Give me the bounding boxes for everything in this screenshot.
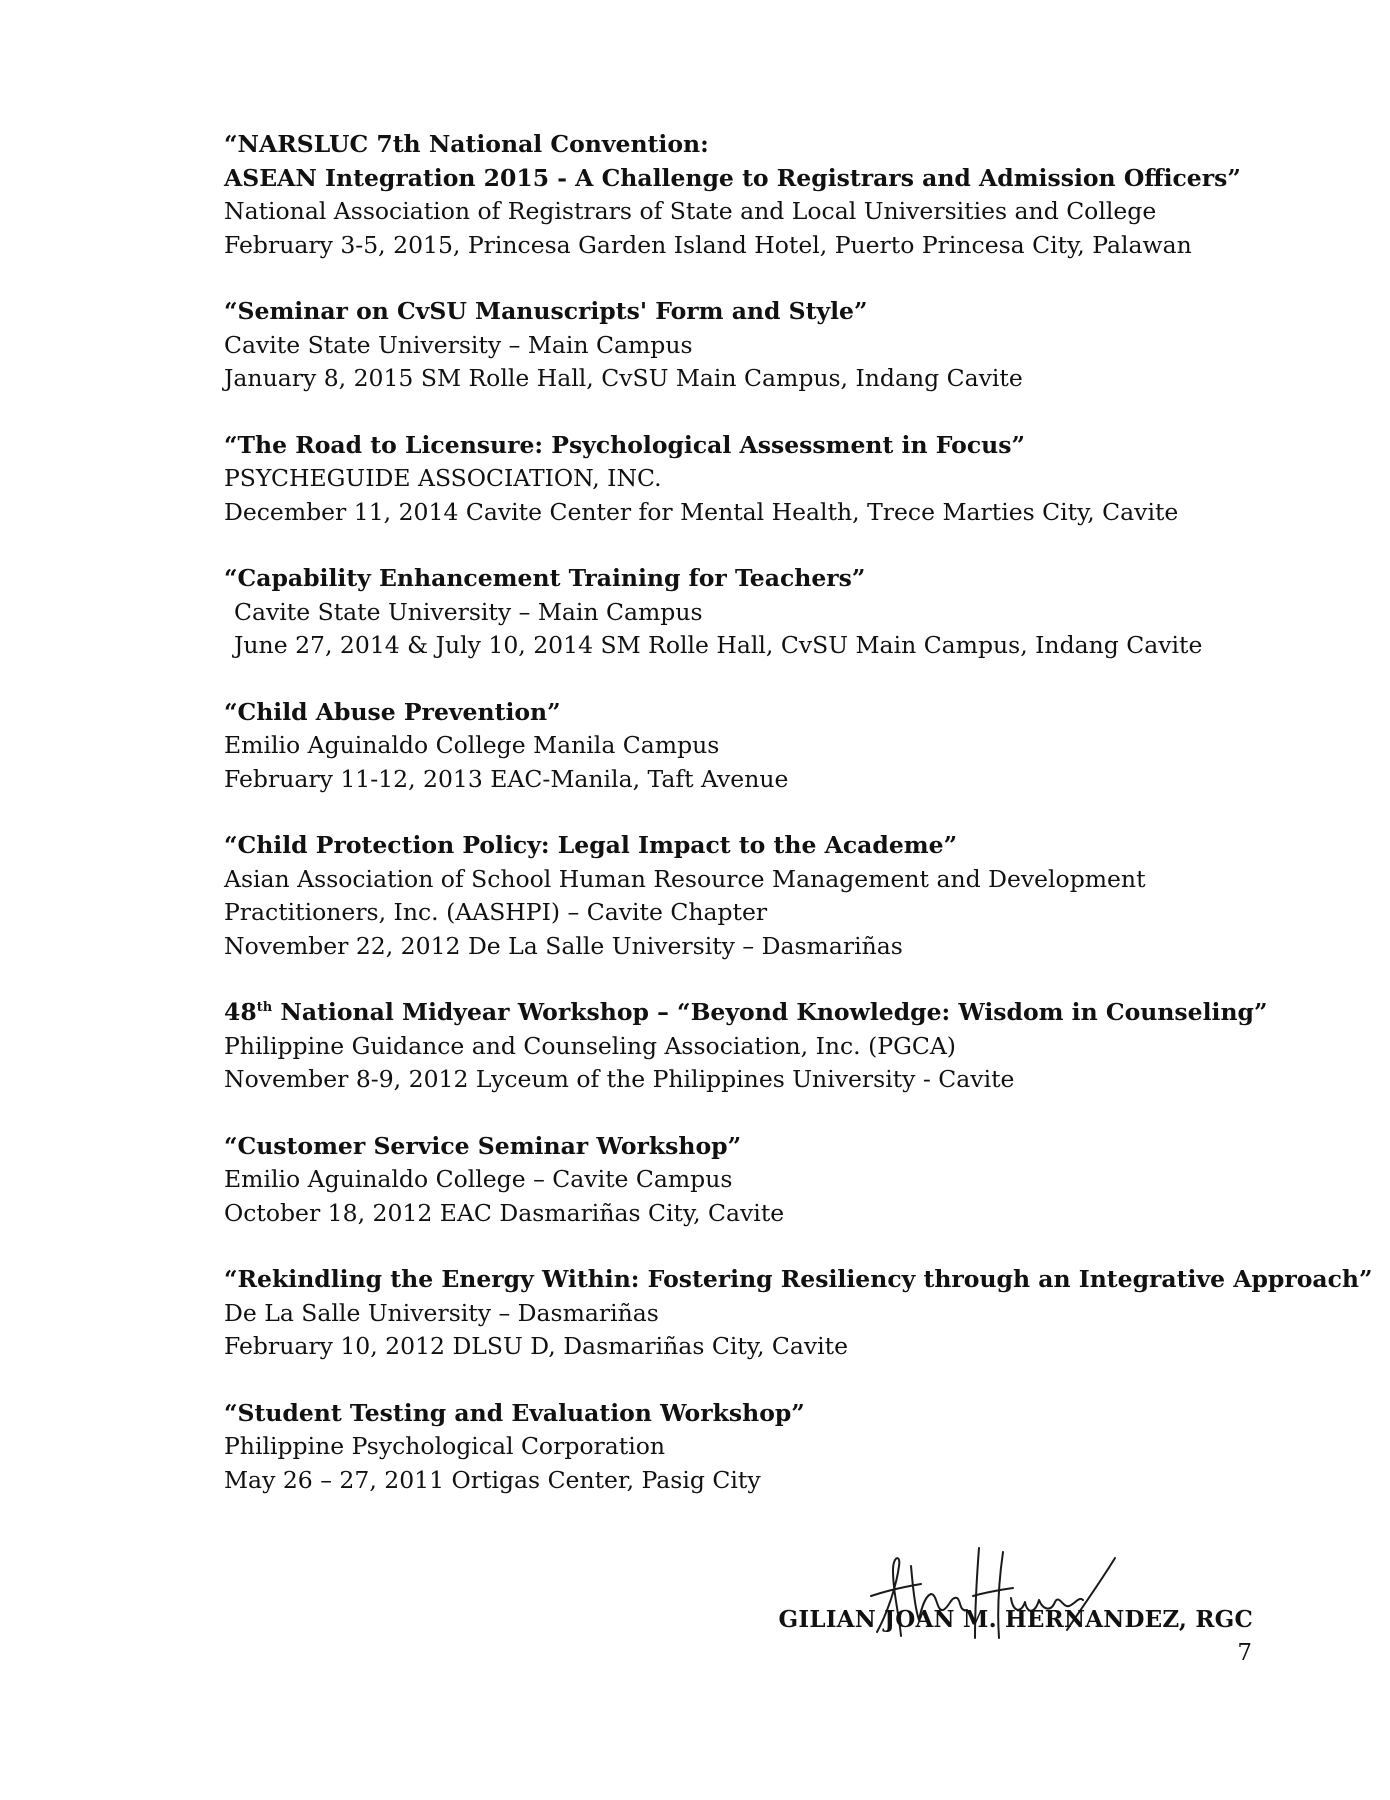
entry-date-venue: February 10, 2012 DLSU D, Dasmariñas City, Cavite <box>224 1332 849 1360</box>
seminar-entry <box>224 1263 1373 1364</box>
entry-title: “Customer Service Seminar Workshop” <box>224 1131 742 1160</box>
entry-organizer: De La Salle University – Dasmariñas <box>224 1298 659 1327</box>
entry-date-venue: November 22, 2012 De La Salle University – Dasmariñas <box>224 931 903 960</box>
entry-title: “Capability Enhancement Training for Teachers” <box>224 564 866 592</box>
entry-title-ordinal: 48 <box>224 998 257 1026</box>
entry-title: “The Road to Licensure: Psychological Assessment in Focus” <box>224 430 1025 459</box>
entry-title: “Seminar on CvSU Manuscripts' Form and Style” <box>224 297 868 325</box>
entry-title: “Rekindling the Energy Within: Fostering Resiliency through an Integrative Approach” <box>224 1265 1373 1293</box>
entry-title-text: National Midyear Workshop – “Beyond Knowledge: Wisdom in Counseling” <box>272 998 1268 1026</box>
entry-organizer: Emilio Aguinaldo College – Cavite Campus <box>224 1165 733 1193</box>
page-number: 7 <box>1237 1640 1252 1666</box>
entry-title-ordinal-suffix: th <box>256 1000 273 1016</box>
entry-date-venue: December 11, 2014 Cavite Center for Mental Health, Trece Marties City, Cavite <box>224 497 1179 526</box>
entry-organizer: Philippine Guidance and Counseling Association, Inc. (PGCA) <box>224 1031 956 1060</box>
seminar-entry <box>224 1397 1284 1498</box>
entry-date-venue: November 8-9, 2012 Lyceum of the Philippines University - Cavite <box>224 1065 1015 1093</box>
entry-organizer: Philippine Psychological Corporation <box>224 1432 665 1460</box>
signature-block <box>778 1540 1253 1660</box>
entry-organizer: Asian Association of School Human Resource Management and Development <box>224 864 1146 893</box>
entry-title: “NARSLUC 7th National Convention: <box>224 130 709 158</box>
entry-date-venue: February 11-12, 2013 EAC-Manila, Taft Avenue <box>224 764 789 793</box>
seminar-list <box>224 128 1373 1530</box>
entry-title: “Child Protection Policy: Legal Impact to the Academe” <box>224 831 958 859</box>
seminar-entry <box>224 295 1284 396</box>
entry-date-venue: January 8, 2015 SM Rolle Hall, CvSU Main Campus, Indang Cavite <box>224 364 1023 392</box>
seminar-entry <box>224 128 1284 262</box>
seminar-entry <box>224 1130 1284 1231</box>
entry-organizer: Cavite State University – Main Campus <box>234 597 703 626</box>
entry-organizer: Cavite State University – Main Campus <box>224 330 693 359</box>
entry-date-venue: May 26 – 27, 2011 Ortigas Center, Pasig City <box>224 1465 761 1494</box>
entry-date-venue: June 27, 2014 & July 10, 2014 SM Rolle Hall, CvSU Main Campus, Indang Cavite <box>234 631 1203 659</box>
entry-organizer: PSYCHEGUIDE ASSOCIATION, INC. <box>224 464 662 492</box>
entry-title: ASEAN Integration 2015 - A Challenge to Registrars and Admission Officers” <box>224 163 1241 192</box>
seminar-entry <box>224 829 1284 963</box>
entry-organizer: Emilio Aguinaldo College Manila Campus <box>224 731 720 759</box>
entry-organizer-continued: Practitioners, Inc. (AASHPI) – Cavite Chapter <box>224 898 768 926</box>
signatory-name: GILIAN JOAN M. HERNANDEZ, RGC <box>778 1606 1253 1633</box>
entry-title <box>224 996 1284 1030</box>
seminar-entry <box>224 562 1284 663</box>
entry-date-venue: February 3-5, 2015, Princesa Garden Island Hotel, Puerto Princesa City, Palawan <box>224 230 1192 259</box>
entry-title: “Student Testing and Evaluation Workshop” <box>224 1398 805 1427</box>
seminar-entry <box>224 996 1284 1097</box>
seminar-entry <box>224 429 1284 530</box>
entry-title: “Child Abuse Prevention” <box>224 697 561 726</box>
seminar-entry <box>224 696 1284 797</box>
entry-date-venue: October 18, 2012 EAC Dasmariñas City, Cavite <box>224 1198 785 1227</box>
entry-organizer: National Association of Registrars of State and Local Universities and College <box>224 197 1157 225</box>
